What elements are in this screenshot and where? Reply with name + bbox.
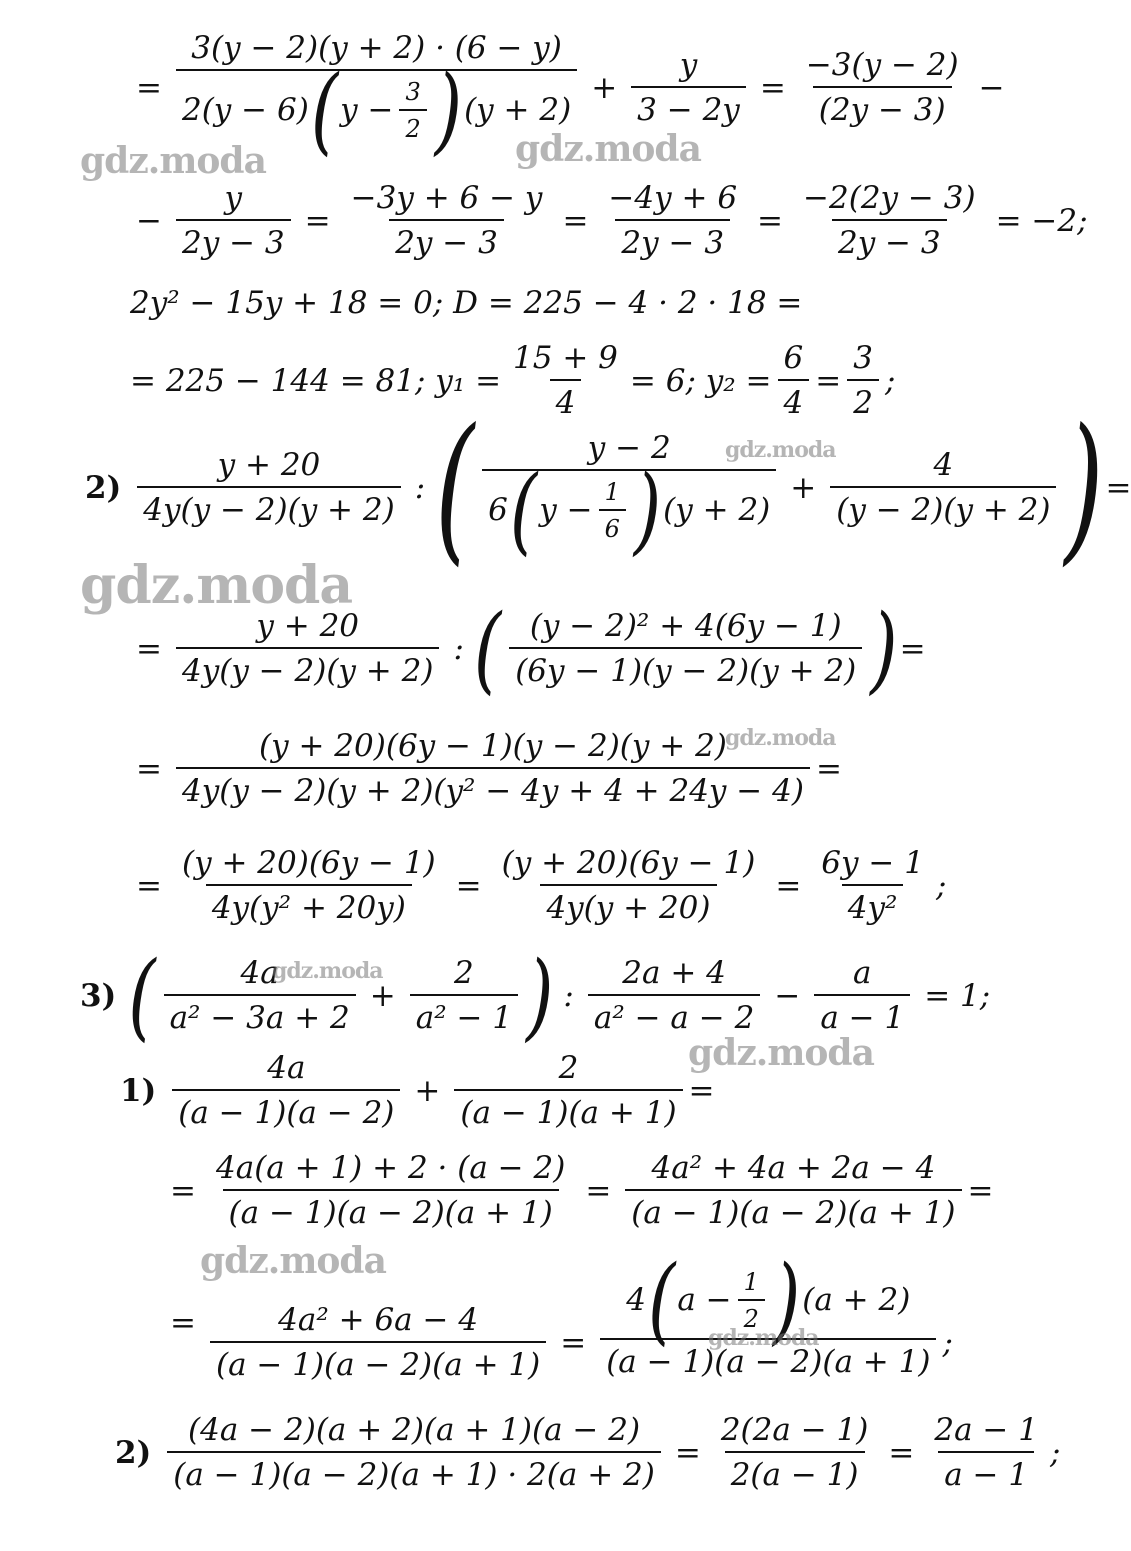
numerator: y + 20 bbox=[217, 447, 321, 483]
fraction bbox=[176, 845, 442, 926]
denominator: 2 bbox=[847, 379, 879, 421]
semicolon: ; bbox=[935, 867, 947, 904]
denominator: 4y(y + 20) bbox=[540, 884, 716, 926]
numerator: (y + 20)(6y − 1)(y − 2)(y + 2) bbox=[259, 728, 727, 764]
watermark: gdz.moda bbox=[80, 140, 266, 182]
fraction bbox=[797, 180, 982, 261]
denominator: a² − a − 2 bbox=[588, 994, 760, 1036]
watermark: gdz.moda bbox=[725, 437, 836, 463]
equals-sign: = bbox=[136, 750, 162, 787]
fraction bbox=[815, 845, 930, 926]
watermark: gdz.moda bbox=[80, 555, 353, 616]
watermark: gdz.moda bbox=[708, 1325, 819, 1351]
numerator: 2 bbox=[558, 1050, 579, 1086]
root-text: = 6; y₂ = bbox=[629, 362, 772, 399]
left-paren: ( bbox=[128, 940, 156, 1051]
equals-sign: = bbox=[1105, 469, 1131, 506]
denominator: 2 bbox=[399, 109, 426, 143]
fraction bbox=[410, 955, 518, 1036]
quadratic-equation: 2y² − 15y + 18 = 0; D = 225 − 4 · 2 · 18 = bbox=[130, 285, 803, 321]
equals-sign: = bbox=[815, 362, 842, 399]
numerator: 2a − 1 bbox=[934, 1412, 1038, 1448]
equals-sign: = bbox=[136, 867, 162, 904]
denominator: 2y − 3 bbox=[176, 219, 291, 261]
denominator: 6 bbox=[599, 509, 626, 543]
numerator: y bbox=[224, 180, 243, 216]
watermark: gdz.moda bbox=[272, 958, 383, 984]
denominator: 2(a − 1) bbox=[725, 1451, 865, 1493]
minus-sign: − bbox=[978, 69, 1005, 106]
denominator: 2y − 3 bbox=[832, 219, 947, 261]
semicolon: ; bbox=[1049, 1434, 1061, 1471]
equals-sign: = bbox=[562, 202, 589, 239]
numerator: 1 bbox=[604, 477, 620, 506]
equation-line-10 bbox=[120, 1050, 715, 1131]
numerator: 1 bbox=[743, 1267, 759, 1296]
numerator: −3(y − 2) bbox=[805, 47, 959, 83]
fraction bbox=[588, 955, 760, 1036]
denominator: (a − 1)(a − 2)(a + 1) bbox=[600, 1338, 936, 1380]
equals-sign: = bbox=[455, 867, 482, 904]
left-paren: ( bbox=[473, 593, 502, 704]
numerator: 2(2a − 1) bbox=[720, 1412, 869, 1448]
equals-sign: = bbox=[888, 1434, 915, 1471]
numerator: 4a bbox=[240, 955, 279, 991]
discriminant-text: = 225 − 144 = 81; y₁ = bbox=[130, 362, 502, 399]
denominator-part: 6 bbox=[488, 492, 508, 528]
numerator: y bbox=[679, 47, 698, 83]
right-paren: ) bbox=[434, 54, 463, 166]
equals-sign: = bbox=[688, 1072, 715, 1109]
inner-fraction bbox=[738, 1268, 765, 1333]
denominator: a − 1 bbox=[814, 994, 910, 1036]
denominator: 3 − 2y bbox=[631, 86, 746, 128]
equals-sign: = bbox=[757, 202, 784, 239]
fraction bbox=[715, 1412, 875, 1493]
denominator: (a − 1)(a − 2) bbox=[172, 1089, 400, 1131]
equation-line-9 bbox=[80, 940, 998, 1051]
equals-sign: = bbox=[775, 867, 802, 904]
left-paren: ( bbox=[648, 1244, 676, 1356]
equals-sign: = bbox=[967, 1172, 994, 1209]
fraction bbox=[507, 340, 624, 421]
minus-sign: − bbox=[136, 202, 162, 239]
denominator: 2y − 3 bbox=[615, 219, 730, 261]
numerator: a bbox=[853, 955, 872, 991]
fraction bbox=[847, 340, 879, 421]
fraction bbox=[210, 1302, 546, 1383]
fraction bbox=[210, 1150, 571, 1231]
denominator: (y − 2)(y + 2) bbox=[830, 486, 1056, 528]
fraction bbox=[167, 1412, 661, 1493]
fraction bbox=[137, 447, 400, 528]
equals-sign: = bbox=[899, 630, 926, 667]
plus-sign: + bbox=[591, 69, 618, 106]
numerator: −4y + 6 bbox=[608, 180, 738, 216]
denominator: a² − 3a + 2 bbox=[164, 994, 356, 1036]
denominator: 4 bbox=[778, 379, 810, 421]
numerator: −3y + 6 − y bbox=[350, 180, 543, 216]
inner-fraction bbox=[599, 478, 626, 543]
numerator: y − 2 bbox=[587, 430, 671, 466]
denominator bbox=[482, 454, 776, 566]
fraction bbox=[800, 47, 965, 128]
denominator-part: (y + 2) bbox=[464, 92, 572, 128]
denominator: (a − 1)(a − 2)(a + 1) bbox=[625, 1189, 961, 1231]
equals-sign: = bbox=[170, 1304, 196, 1341]
numerator: −2(2y − 3) bbox=[803, 180, 976, 216]
equation-line-2 bbox=[128, 180, 1096, 261]
fraction bbox=[625, 1150, 961, 1231]
denominator: 4y(y − 2)(y + 2) bbox=[137, 486, 400, 528]
left-paren: ( bbox=[509, 454, 538, 566]
equation-line-5 bbox=[85, 393, 1131, 581]
denominator-part: (y + 2) bbox=[663, 492, 771, 528]
colon: : bbox=[453, 630, 464, 667]
fraction bbox=[631, 47, 746, 128]
equation-line-6 bbox=[128, 593, 926, 704]
fraction bbox=[176, 728, 810, 809]
equation-line-11 bbox=[162, 1150, 994, 1231]
equals-sign: = bbox=[136, 69, 162, 106]
colon: : bbox=[563, 977, 574, 1014]
denominator: 4y² bbox=[842, 884, 904, 926]
fraction bbox=[176, 608, 439, 689]
numerator-part: 4 bbox=[626, 1282, 647, 1318]
result: = 1; bbox=[924, 977, 991, 1014]
numerator: 3 bbox=[853, 340, 873, 376]
equals-sign: = bbox=[560, 1324, 587, 1361]
equation-line-3 bbox=[130, 285, 802, 321]
equation-line-8 bbox=[128, 845, 946, 926]
denominator: a − 1 bbox=[938, 1451, 1034, 1493]
denominator: 2y − 3 bbox=[389, 219, 504, 261]
equals-sign: = bbox=[759, 69, 786, 106]
fraction bbox=[928, 1412, 1044, 1493]
denominator: (a − 1)(a − 2)(a + 1) bbox=[223, 1189, 559, 1231]
numerator-part: (a + 2) bbox=[802, 1282, 911, 1318]
numerator: 4a bbox=[267, 1050, 306, 1086]
semicolon: ; bbox=[942, 1324, 953, 1361]
right-paren: ) bbox=[633, 454, 662, 566]
semicolon: ; bbox=[884, 362, 896, 399]
right-paren: ) bbox=[772, 1244, 801, 1356]
numerator: 2 bbox=[454, 955, 474, 991]
fraction bbox=[509, 608, 862, 689]
denominator: 4y(y² + 20y) bbox=[206, 884, 412, 926]
item-label: 1) bbox=[120, 1072, 157, 1109]
fraction bbox=[345, 180, 549, 261]
denominator: (a − 1)(a + 1) bbox=[454, 1089, 682, 1131]
right-paren: ) bbox=[1064, 393, 1104, 581]
plus-sign: + bbox=[369, 977, 396, 1014]
left-paren: ( bbox=[435, 393, 475, 581]
numerator: 4a(a + 1) + 2 · (a − 2) bbox=[215, 1150, 566, 1186]
denominator: (a − 1)(a − 2)(a + 1) · 2(a + 2) bbox=[167, 1451, 661, 1493]
equals-sign: = bbox=[136, 630, 162, 667]
fraction bbox=[176, 180, 291, 261]
denominator: (6y − 1)(y − 2)(y + 2) bbox=[509, 647, 862, 689]
inner-fraction bbox=[399, 78, 426, 143]
numerator: 4a² + 4a + 2a − 4 bbox=[651, 1150, 936, 1186]
numerator: 15 + 9 bbox=[513, 340, 618, 376]
numerator: (y + 20)(6y − 1) bbox=[501, 845, 756, 881]
numerator: 4 bbox=[933, 447, 954, 483]
numerator: 4a² + 6a − 4 bbox=[278, 1302, 479, 1338]
equals-sign: = bbox=[815, 750, 842, 787]
numerator: 6 bbox=[783, 340, 804, 376]
item-label: 3) bbox=[80, 977, 117, 1014]
equals-sign: = bbox=[674, 1434, 701, 1471]
fraction bbox=[172, 1050, 400, 1131]
item-label: 2) bbox=[85, 469, 122, 506]
denominator: a² − 1 bbox=[410, 994, 518, 1036]
minus-sign: − bbox=[774, 977, 801, 1014]
fraction bbox=[496, 845, 762, 926]
numerator: 2a + 4 bbox=[622, 955, 726, 991]
left-paren: ( bbox=[310, 54, 339, 166]
watermark: gdz.moda bbox=[200, 1240, 386, 1282]
fraction bbox=[602, 180, 743, 261]
denominator: 4y(y − 2)(y + 2)(y² − 4y + 4 + 24y − 4) bbox=[176, 767, 810, 809]
equals-sign: = bbox=[170, 1172, 196, 1209]
numerator: (y − 2)² + 4(6y − 1) bbox=[529, 608, 842, 644]
denominator: (a − 1)(a − 2)(a + 1) bbox=[210, 1341, 546, 1383]
equals-sign: = bbox=[585, 1172, 612, 1209]
numerator: 3 bbox=[405, 77, 421, 106]
result: = −2; bbox=[995, 202, 1088, 239]
denominator: (2y − 3) bbox=[813, 86, 952, 128]
denominator: 2 bbox=[738, 1299, 765, 1333]
watermark: gdz.moda bbox=[515, 128, 701, 170]
plus-sign: + bbox=[414, 1072, 441, 1109]
denominator-part: y − bbox=[539, 492, 593, 528]
fraction bbox=[814, 955, 910, 1036]
numerator: (y + 20)(6y − 1) bbox=[181, 845, 436, 881]
colon: : bbox=[414, 469, 426, 506]
equation-line-4 bbox=[130, 340, 895, 421]
right-paren: ) bbox=[870, 593, 898, 704]
fraction bbox=[778, 340, 810, 421]
denominator-part: 2(y − 6) bbox=[181, 92, 309, 128]
watermark: gdz.moda bbox=[725, 725, 836, 751]
item-label: 2) bbox=[115, 1434, 152, 1471]
denominator-part: y − bbox=[340, 92, 394, 128]
denominator: 4y(y − 2)(y + 2) bbox=[176, 647, 439, 689]
watermark: gdz.moda bbox=[688, 1032, 874, 1074]
numerator: 3(y − 2)(y + 2) · (6 − y) bbox=[191, 30, 562, 66]
fraction bbox=[600, 1244, 936, 1380]
numerator: (4a − 2)(a + 2)(a + 1)(a − 2) bbox=[188, 1412, 641, 1448]
numerator: y + 20 bbox=[256, 608, 360, 644]
fraction bbox=[454, 1050, 682, 1131]
numerator: 6y − 1 bbox=[821, 845, 924, 881]
equals-sign: = bbox=[304, 202, 331, 239]
equation-line-13 bbox=[115, 1412, 1060, 1493]
plus-sign: + bbox=[790, 469, 817, 506]
fraction bbox=[830, 447, 1056, 528]
denominator: 4 bbox=[550, 379, 582, 421]
numerator-part: a − bbox=[677, 1282, 732, 1318]
right-paren: ) bbox=[526, 940, 554, 1051]
